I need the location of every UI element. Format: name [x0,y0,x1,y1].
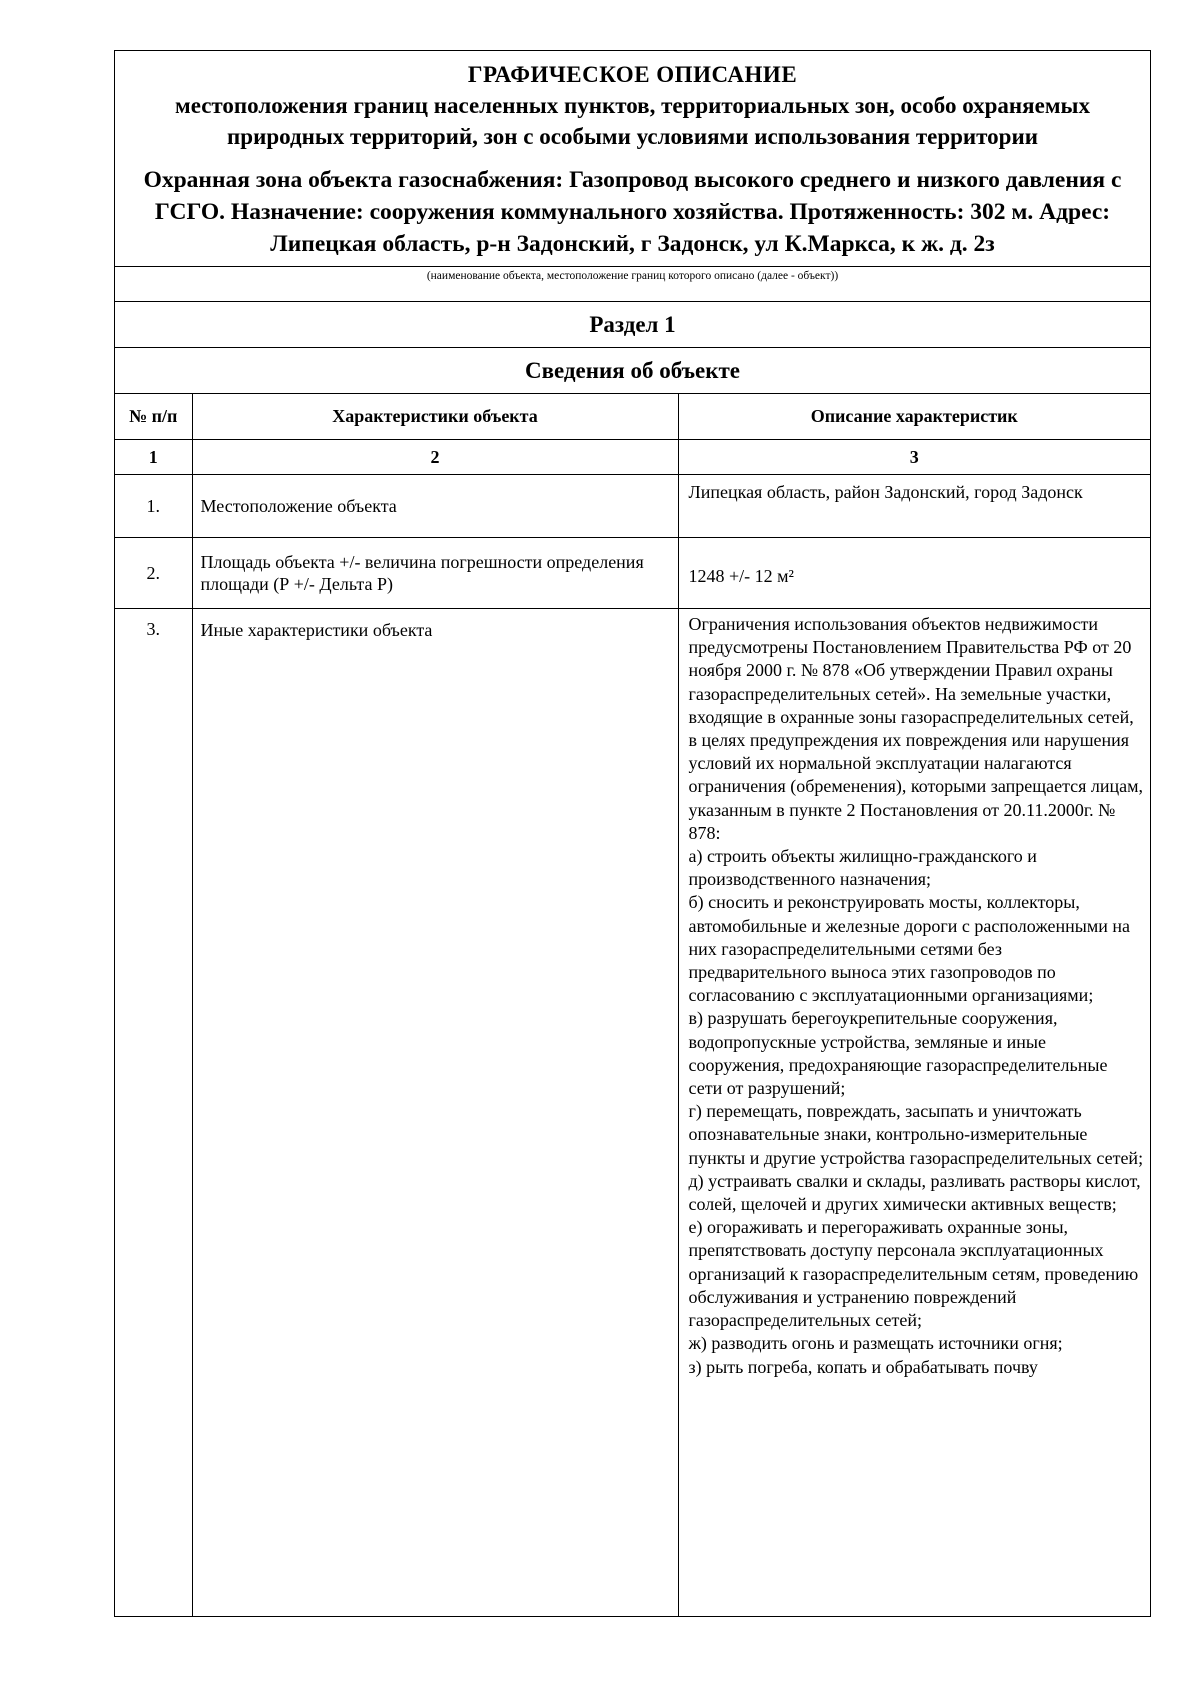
row-characteristic: Местоположение объекта [192,475,678,538]
column-header-characteristic: Характеристики объекта [192,394,678,440]
document-header [115,51,1150,267]
document-title: ГРАФИЧЕСКОЕ ОПИСАНИЕ [467,62,798,87]
row-number: 3. [115,609,192,1617]
table-row [115,538,1150,609]
column-number-row [115,440,1150,475]
table-row [115,609,1150,1617]
object-name-caption: (наименование объекта, местоположение границ которого описано (далее - объект)) [115,267,1150,302]
column-number: 2 [192,440,678,475]
document-page [114,50,1151,1617]
column-header-description: Описание характеристик [678,394,1150,440]
section-subtitle: Сведения об объекте [115,348,1150,394]
row-description: Липецкая область, район Задонский, город Задонск [678,475,1150,538]
object-info-table [115,394,1150,1616]
column-number: 1 [115,440,192,475]
table-header-row [115,394,1150,440]
column-header-number: № п/п [115,394,192,440]
row-number: 1. [115,475,192,538]
object-name: Охранная зона объекта газоснабжения: Газопровод высокого среднего и низкого давления с ГСГО. Назначение: сооружения коммунального хозяйства. Протяженность: 302 м. Адрес: Липецкая область, р-н Задонский, г Задонск, ул К.Маркса, к ж. д. 2з [143,167,1122,257]
row-characteristic: Площадь объекта +/- величина погрешности определения площади (Р +/- Дельта Р) [192,538,678,609]
row-number: 2. [115,538,192,609]
table-row [115,475,1150,538]
section-title: Раздел 1 [115,302,1150,348]
row-description: Ограничения использования объектов недвижимости предусмотрены Постановлением Правительства РФ от 20 ноября 2000 г. № 878 «Об утверждении Правил охраны газораспределительных сетей». На земельные участки, входящие в охранные зоны газораспределительных сетей, в целях предупреждения их повреждения или нарушения условий их нормальной эксплуатации налагаются ограничения (обременения), которыми запрещается лицам, указанным в пункте 2 Постановления от 20.11.2000г. № 878: а) строить объекты жилищно-гражданского и производственного назначения; б) сносить и реконструировать мосты, коллекторы, автомобильные и железные дороги с расположенными на них газораспределительными сетями без предварительного выноса этих газопроводов по согласованию с эксплуатационными организациями; в) разрушать берегоукрепительные сооружения, водопропускные устройства, земляные и иные сооружения, предохраняющие газораспределительные сети от разрушений; г) перемещать, повреждать, засыпать и уничтожать опознавательные знаки, контрольно-измерительные пункты и другие устройства газораспределительных сетей; д) устраивать свалки и склады, разливать растворы кислот, солей, щелочей и других химически активных веществ; е) огораживать и перегораживать охранные зоны, препятствовать доступу персонала эксплуатационных организаций к газораспределительным сетям, проведению обслуживания и устранению повреждений газораспределительных сетей; ж) разводить огонь и размещать источники огня; з) рыть погреба, копать и обрабатывать почву [678,609,1150,1617]
row-characteristic: Иные характеристики объекта [192,609,678,1617]
document-subtitle: местоположения границ населенных пунктов, территориальных зон, особо охраняемых природных территорий, зон с особыми условиями использования территории [175,93,1090,149]
row-description: 1248 +/- 12 м² [678,538,1150,609]
column-number: 3 [678,440,1150,475]
